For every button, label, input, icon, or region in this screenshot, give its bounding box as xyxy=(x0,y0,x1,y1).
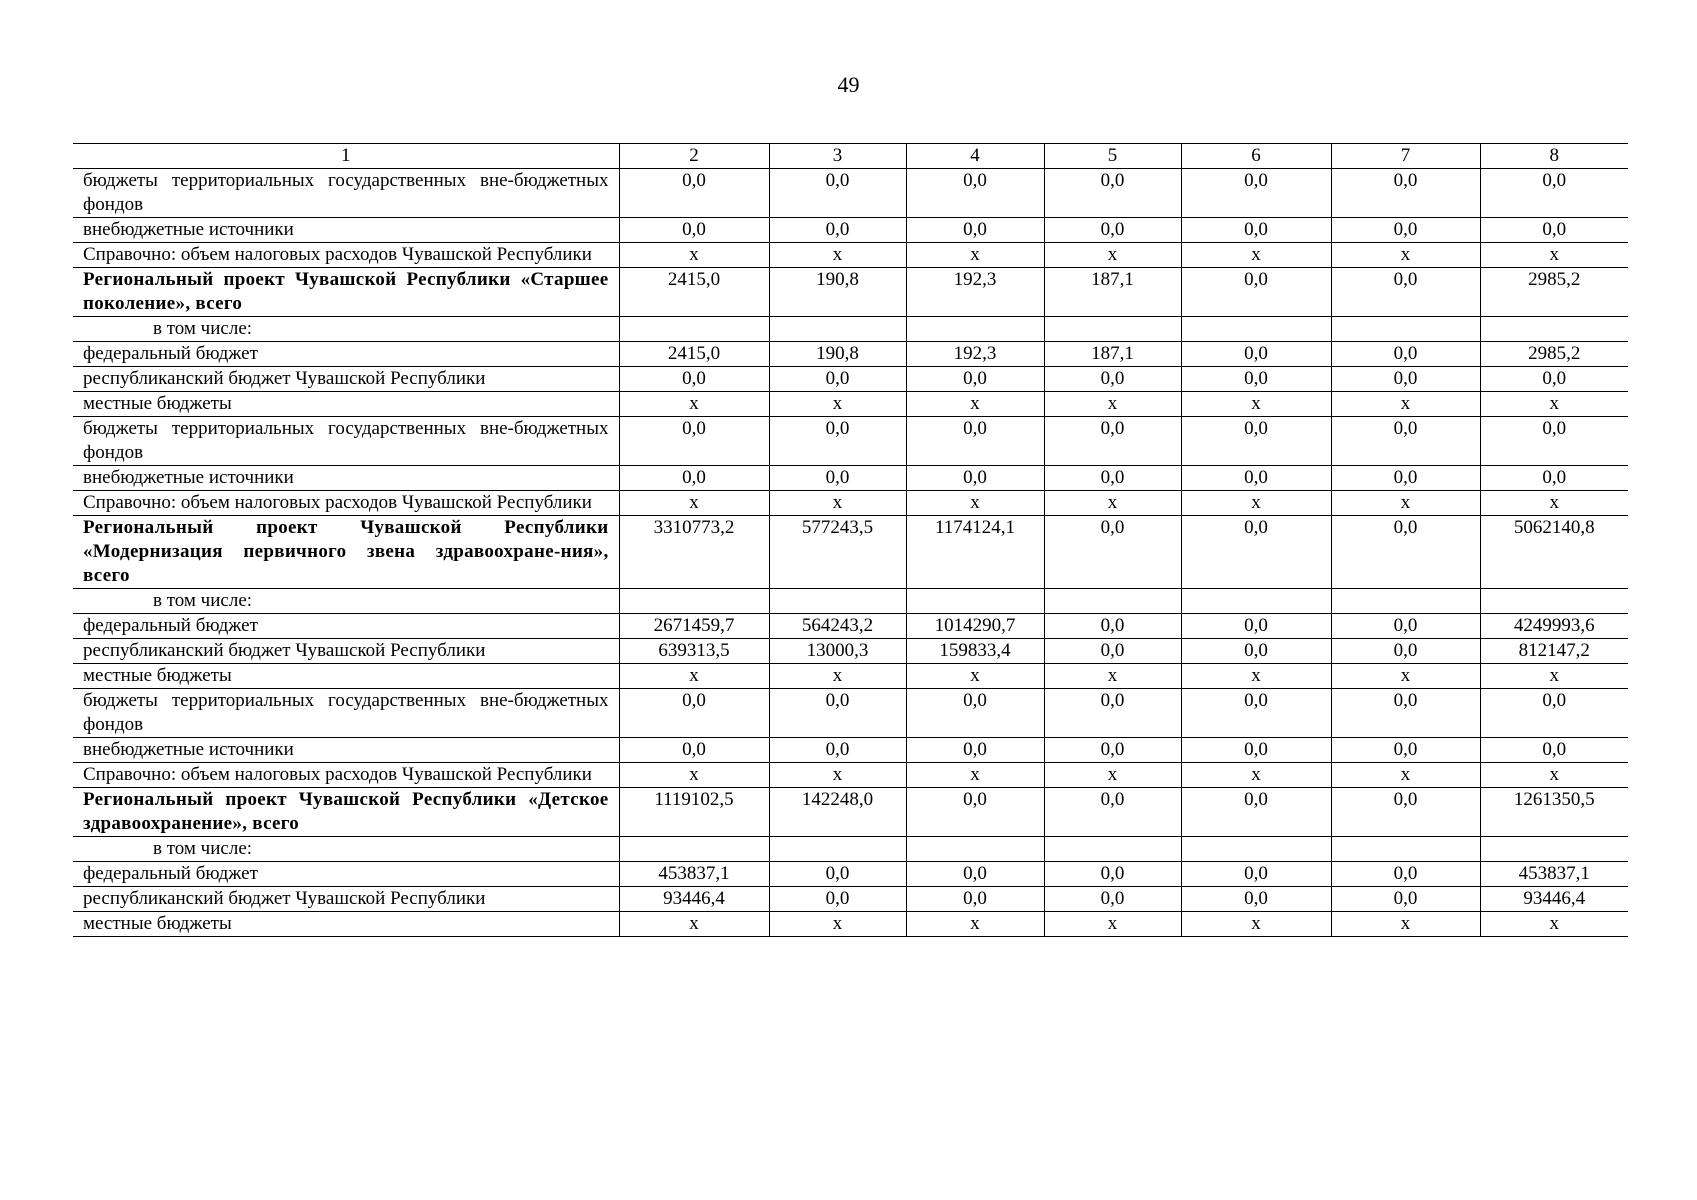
page-number: 49 xyxy=(837,72,860,97)
value-cell: 0,0 xyxy=(619,738,769,763)
value-cell: 2671459,7 xyxy=(619,614,769,639)
value-cell: х xyxy=(906,912,1044,937)
row-label: федеральный бюджет xyxy=(73,342,619,367)
value-cell: 0,0 xyxy=(769,169,906,218)
project-title: Региональный проект Чувашской Республики «Детское здравоохранение», всего xyxy=(73,788,619,837)
value-cell xyxy=(619,317,769,342)
value-cell: 0,0 xyxy=(906,218,1044,243)
value-cell: х xyxy=(1181,664,1331,689)
value-cell: 453837,1 xyxy=(619,862,769,887)
value-cell: х xyxy=(769,243,906,268)
value-cell: х xyxy=(1331,664,1480,689)
value-cell: х xyxy=(1480,912,1628,937)
table-row xyxy=(73,466,1628,491)
value-cell: х xyxy=(1181,392,1331,417)
table-row xyxy=(73,912,1628,937)
row-label: федеральный бюджет xyxy=(73,862,619,887)
value-cell: 0,0 xyxy=(1331,466,1480,491)
value-cell: х xyxy=(1331,243,1480,268)
row-label: бюджеты территориальных государственных вне-бюджетных фондов xyxy=(73,689,619,738)
value-cell: 13000,3 xyxy=(769,639,906,664)
value-cell: 0,0 xyxy=(1331,367,1480,392)
value-cell: х xyxy=(619,491,769,516)
value-cell: 0,0 xyxy=(1331,738,1480,763)
row-label: местные бюджеты xyxy=(73,392,619,417)
value-cell: х xyxy=(1044,392,1181,417)
value-cell: х xyxy=(1480,392,1628,417)
value-cell: х xyxy=(1480,243,1628,268)
column-number-1: 1 xyxy=(73,144,619,169)
value-cell: х xyxy=(906,243,1044,268)
value-cell: 3310773,2 xyxy=(619,516,769,589)
value-cell xyxy=(1181,589,1331,614)
project-row xyxy=(73,268,1628,317)
table-row xyxy=(73,491,1628,516)
value-cell xyxy=(619,589,769,614)
value-cell: 0,0 xyxy=(1480,738,1628,763)
value-cell: 0,0 xyxy=(906,367,1044,392)
value-cell xyxy=(1181,837,1331,862)
value-cell: х xyxy=(1044,763,1181,788)
value-cell: 0,0 xyxy=(1044,218,1181,243)
value-cell: 0,0 xyxy=(1331,862,1480,887)
value-cell: х xyxy=(619,664,769,689)
row-label: республиканский бюджет Чувашской Республики xyxy=(73,639,619,664)
value-cell xyxy=(906,317,1044,342)
table-row xyxy=(73,763,1628,788)
row-label: Справочно: объем налоговых расходов Чувашской Республики xyxy=(73,491,619,516)
value-cell: х xyxy=(1181,912,1331,937)
value-cell: х xyxy=(906,763,1044,788)
value-cell: 0,0 xyxy=(906,417,1044,466)
project-row xyxy=(73,516,1628,589)
row-label: внебюджетные источники xyxy=(73,738,619,763)
table-row xyxy=(73,738,1628,763)
value-cell: 0,0 xyxy=(1331,218,1480,243)
value-cell: 0,0 xyxy=(1044,862,1181,887)
value-cell: 639313,5 xyxy=(619,639,769,664)
table-row xyxy=(73,317,1628,342)
value-cell: 190,8 xyxy=(769,342,906,367)
value-cell: 0,0 xyxy=(1480,218,1628,243)
value-cell: 0,0 xyxy=(769,738,906,763)
value-cell: х xyxy=(769,392,906,417)
value-cell: х xyxy=(1181,243,1331,268)
value-cell: 2415,0 xyxy=(619,342,769,367)
value-cell xyxy=(1331,589,1480,614)
table-row xyxy=(73,169,1628,218)
value-cell: 812147,2 xyxy=(1480,639,1628,664)
table-row xyxy=(73,243,1628,268)
value-cell: 1261350,5 xyxy=(1480,788,1628,837)
table-row xyxy=(73,417,1628,466)
row-label: бюджеты территориальных государственных вне-бюджетных фондов xyxy=(73,169,619,218)
value-cell: 2985,2 xyxy=(1480,342,1628,367)
table-row xyxy=(73,367,1628,392)
value-cell: 577243,5 xyxy=(769,516,906,589)
value-cell: 0,0 xyxy=(1181,342,1331,367)
column-number-8: 8 xyxy=(1480,144,1628,169)
value-cell: 93446,4 xyxy=(619,887,769,912)
value-cell xyxy=(906,589,1044,614)
value-cell xyxy=(1331,837,1480,862)
value-cell xyxy=(769,589,906,614)
value-cell: 192,3 xyxy=(906,268,1044,317)
value-cell: х xyxy=(769,491,906,516)
column-number-3: 3 xyxy=(769,144,906,169)
value-cell: 0,0 xyxy=(1181,689,1331,738)
value-cell: 0,0 xyxy=(1331,639,1480,664)
value-cell: х xyxy=(1331,763,1480,788)
value-cell: х xyxy=(1044,664,1181,689)
value-cell: 0,0 xyxy=(619,689,769,738)
value-cell: 0,0 xyxy=(1044,367,1181,392)
value-cell: х xyxy=(769,912,906,937)
row-label: внебюджетные источники xyxy=(73,466,619,491)
value-cell xyxy=(769,837,906,862)
value-cell: 0,0 xyxy=(619,367,769,392)
value-cell: 0,0 xyxy=(769,417,906,466)
value-cell: 0,0 xyxy=(1044,417,1181,466)
value-cell: 0,0 xyxy=(1181,639,1331,664)
value-cell: 0,0 xyxy=(1044,516,1181,589)
row-label: республиканский бюджет Чувашской Республики xyxy=(73,367,619,392)
project-title: Региональный проект Чувашской Республики «Старшее поколение», всего xyxy=(73,268,619,317)
value-cell: 0,0 xyxy=(1331,342,1480,367)
value-cell: х xyxy=(1044,243,1181,268)
row-label: в том числе: xyxy=(73,837,619,862)
value-cell: 0,0 xyxy=(1181,516,1331,589)
value-cell: 5062140,8 xyxy=(1480,516,1628,589)
value-cell: 0,0 xyxy=(906,738,1044,763)
value-cell xyxy=(1331,317,1480,342)
value-cell: х xyxy=(1044,491,1181,516)
value-cell: 2985,2 xyxy=(1480,268,1628,317)
row-label: местные бюджеты xyxy=(73,664,619,689)
value-cell: 187,1 xyxy=(1044,268,1181,317)
value-cell: х xyxy=(619,763,769,788)
value-cell: 0,0 xyxy=(1480,417,1628,466)
column-number-7: 7 xyxy=(1331,144,1480,169)
table-row xyxy=(73,342,1628,367)
value-cell: 0,0 xyxy=(906,466,1044,491)
value-cell xyxy=(906,837,1044,862)
row-label: в том числе: xyxy=(73,317,619,342)
column-number-5: 5 xyxy=(1044,144,1181,169)
value-cell: 0,0 xyxy=(1044,466,1181,491)
value-cell: х xyxy=(1480,763,1628,788)
row-label: местные бюджеты xyxy=(73,912,619,937)
value-cell: 0,0 xyxy=(1331,169,1480,218)
value-cell: 0,0 xyxy=(769,689,906,738)
value-cell: х xyxy=(906,392,1044,417)
value-cell: х xyxy=(769,664,906,689)
value-cell: х xyxy=(619,243,769,268)
value-cell: 453837,1 xyxy=(1480,862,1628,887)
table-row xyxy=(73,689,1628,738)
row-label: внебюджетные источники xyxy=(73,218,619,243)
table-row xyxy=(73,218,1628,243)
header-row xyxy=(73,144,1628,169)
table-header xyxy=(73,144,1628,169)
value-cell: 0,0 xyxy=(619,218,769,243)
value-cell: 1014290,7 xyxy=(906,614,1044,639)
value-cell: 192,3 xyxy=(906,342,1044,367)
value-cell xyxy=(1044,317,1181,342)
value-cell: 0,0 xyxy=(1181,169,1331,218)
value-cell: 0,0 xyxy=(769,218,906,243)
value-cell: 0,0 xyxy=(1044,169,1181,218)
value-cell: 0,0 xyxy=(1480,466,1628,491)
value-cell: х xyxy=(1181,763,1331,788)
value-cell: х xyxy=(1181,491,1331,516)
value-cell: 2415,0 xyxy=(619,268,769,317)
value-cell: х xyxy=(906,491,1044,516)
value-cell xyxy=(1480,837,1628,862)
table-row xyxy=(73,639,1628,664)
table-row xyxy=(73,614,1628,639)
value-cell: 1174124,1 xyxy=(906,516,1044,589)
row-label: в том числе: xyxy=(73,589,619,614)
value-cell: 0,0 xyxy=(1480,367,1628,392)
value-cell: 0,0 xyxy=(1181,218,1331,243)
value-cell xyxy=(1044,589,1181,614)
value-cell: 0,0 xyxy=(619,169,769,218)
value-cell: х xyxy=(1044,912,1181,937)
value-cell: 0,0 xyxy=(1480,169,1628,218)
value-cell: 0,0 xyxy=(906,689,1044,738)
value-cell: 0,0 xyxy=(1044,639,1181,664)
value-cell xyxy=(1480,317,1628,342)
value-cell: х xyxy=(906,664,1044,689)
column-number-2: 2 xyxy=(619,144,769,169)
row-label: федеральный бюджет xyxy=(73,614,619,639)
value-cell: х xyxy=(619,392,769,417)
value-cell: 0,0 xyxy=(906,862,1044,887)
row-label: республиканский бюджет Чувашской Республики xyxy=(73,887,619,912)
value-cell: 0,0 xyxy=(1331,516,1480,589)
value-cell: х xyxy=(769,763,906,788)
value-cell: 0,0 xyxy=(1331,417,1480,466)
value-cell: 0,0 xyxy=(1331,614,1480,639)
value-cell: 1119102,5 xyxy=(619,788,769,837)
value-cell: х xyxy=(1331,491,1480,516)
value-cell: 0,0 xyxy=(619,417,769,466)
table-row xyxy=(73,589,1628,614)
column-number-4: 4 xyxy=(906,144,1044,169)
project-title: Региональный проект Чувашской Республики «Модернизация первичного звена здравоохране-ния», всего xyxy=(73,516,619,589)
budget-table xyxy=(73,143,1628,937)
value-cell: 0,0 xyxy=(906,887,1044,912)
value-cell: 564243,2 xyxy=(769,614,906,639)
value-cell: 0,0 xyxy=(1181,367,1331,392)
value-cell: 159833,4 xyxy=(906,639,1044,664)
table-row xyxy=(73,392,1628,417)
value-cell: 0,0 xyxy=(619,466,769,491)
value-cell: 4249993,6 xyxy=(1480,614,1628,639)
value-cell: 0,0 xyxy=(1181,887,1331,912)
value-cell: 0,0 xyxy=(1044,788,1181,837)
value-cell: 0,0 xyxy=(1331,887,1480,912)
value-cell: 0,0 xyxy=(1331,788,1480,837)
value-cell: 0,0 xyxy=(1181,862,1331,887)
value-cell: 190,8 xyxy=(769,268,906,317)
value-cell: 0,0 xyxy=(1331,268,1480,317)
value-cell: 0,0 xyxy=(1181,466,1331,491)
value-cell: 0,0 xyxy=(769,862,906,887)
value-cell: 0,0 xyxy=(1044,738,1181,763)
project-row xyxy=(73,788,1628,837)
value-cell: 0,0 xyxy=(1044,689,1181,738)
value-cell: 0,0 xyxy=(769,887,906,912)
value-cell: х xyxy=(1480,664,1628,689)
value-cell xyxy=(1044,837,1181,862)
value-cell: х xyxy=(1331,912,1480,937)
row-label: Справочно: объем налоговых расходов Чувашской Республики xyxy=(73,243,619,268)
value-cell: 0,0 xyxy=(1181,268,1331,317)
value-cell: 142248,0 xyxy=(769,788,906,837)
value-cell: 0,0 xyxy=(906,788,1044,837)
value-cell: 0,0 xyxy=(1181,738,1331,763)
value-cell xyxy=(1181,317,1331,342)
table-row xyxy=(73,887,1628,912)
value-cell: 0,0 xyxy=(906,169,1044,218)
table-row xyxy=(73,837,1628,862)
value-cell: 0,0 xyxy=(1480,689,1628,738)
value-cell: 187,1 xyxy=(1044,342,1181,367)
value-cell: 0,0 xyxy=(769,466,906,491)
value-cell: 0,0 xyxy=(1181,788,1331,837)
value-cell: х xyxy=(1331,392,1480,417)
value-cell xyxy=(1480,589,1628,614)
value-cell: х xyxy=(619,912,769,937)
value-cell: 93446,4 xyxy=(1480,887,1628,912)
value-cell: х xyxy=(1480,491,1628,516)
value-cell xyxy=(769,317,906,342)
value-cell: 0,0 xyxy=(1181,417,1331,466)
column-number-6: 6 xyxy=(1181,144,1331,169)
value-cell: 0,0 xyxy=(1044,887,1181,912)
table-body xyxy=(73,169,1628,937)
row-label: Справочно: объем налоговых расходов Чувашской Республики xyxy=(73,763,619,788)
value-cell: 0,0 xyxy=(1181,614,1331,639)
value-cell: 0,0 xyxy=(1044,614,1181,639)
value-cell: 0,0 xyxy=(1331,689,1480,738)
value-cell: 0,0 xyxy=(769,367,906,392)
row-label: бюджеты территориальных государственных вне-бюджетных фондов xyxy=(73,417,619,466)
value-cell xyxy=(619,837,769,862)
table-row xyxy=(73,664,1628,689)
table-row xyxy=(73,862,1628,887)
